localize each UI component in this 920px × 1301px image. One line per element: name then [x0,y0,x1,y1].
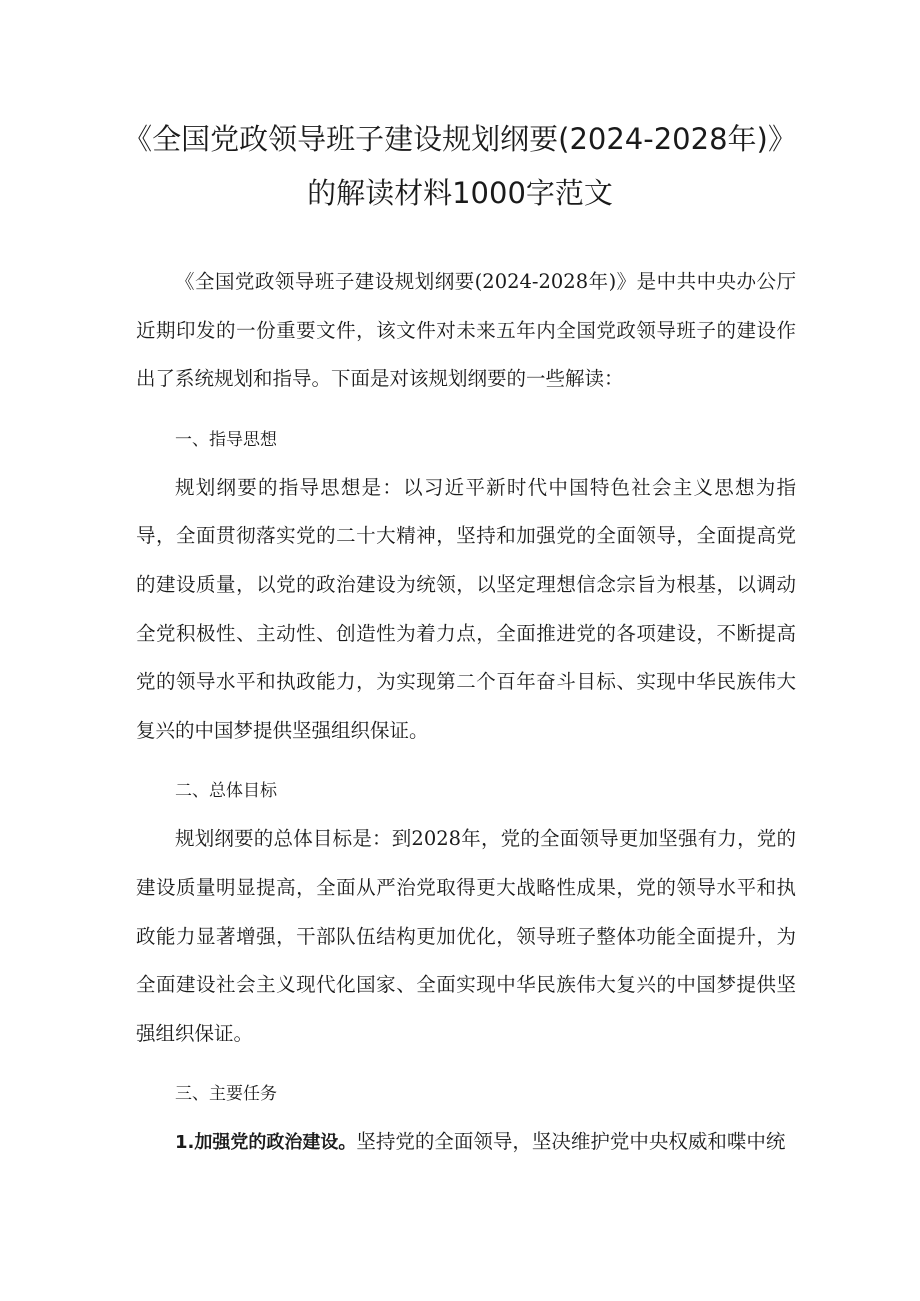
section-heading-overall-goal: 二、总体目标 [175,781,277,802]
section-heading-guiding-thought: 一、指导思想 [175,429,277,450]
section-text-guiding-thought: 规划纲要的指导思想是：以习近平新时代中国特色社会主义思想为指导，全面贯彻落实党的二十大精神，坚持和加强党的全面领导，全面提高党的建设质量，以党的政治建设为统领，以坚定理想信念宗旨为根基，以调动全党积极性、主动性、创造性为着力点，全面推进党的各项建设，不断提高党的领导水平和执政能力，为实现第二个百年奋斗目标、实现中华民族伟大复兴的中国梦提供坚强组织保证。 [136,475,796,742]
title-line-2: 的解读材料1000字范文 [307,176,613,210]
document-title [0,112,920,220]
task-1-text: 坚持党的全面领导，坚决维护党中央权威和喋中统 [356,1130,786,1154]
task-1-lead: 1.加强党的政治建设。 [175,1132,357,1154]
title-line-1: 《全国党政领导班子建设规划纲要(2024-2028年)》 [123,122,797,156]
section-heading-main-tasks: 三、主要任务 [175,1084,277,1105]
intro-paragraph: 《全国党政领导班子建设规划纲要(2024-2028年)》是中共中央办公厅近期印发的一份重要文件，该文件对未来五年内全国党政领导班子的建设作出了系统规划和指导。下面是对该规划纲要的一些解读： [136,270,796,391]
section-text-overall-goal: 规划纲要的总体目标是：到2028年，党的全面领导更加坚强有力，党的建设质量明显提高，全面从严治党取得更大战略性成果，党的领导水平和执政能力显著增强，干部队伍结构更加优化，领导班子整体功能全面提升，为全面建设社会主义现代化国家、全面实现中华民族伟大复兴的中国梦提供坚强组织保证。 [136,827,796,1045]
document-body [136,258,796,1168]
task-1-paragraph [136,1118,796,1168]
